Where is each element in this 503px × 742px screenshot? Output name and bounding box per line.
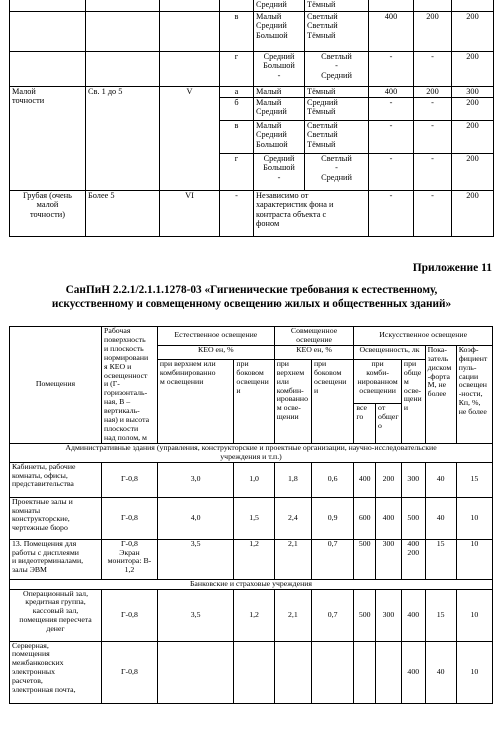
object-size: Св. 1 до 5	[86, 87, 160, 191]
header-discomfort: Пока- затель диском -форта М, не более	[425, 345, 456, 443]
header-from-general: от общег о	[376, 403, 402, 443]
work-class: VI	[160, 191, 220, 237]
header-natural-top: при верхнем или комбинированно м освещении	[157, 359, 234, 443]
table-row: Грубая (очень малой точности) Более 5 VI - Независимо от характеристик фона и контраста объекта с фоном - - 200	[10, 191, 494, 237]
header-surface: Рабочая поверхность и плоскость нормировани я КЕО и освещенност и (Г- горизонталь- ная, В – вертикаль- ная) и высота плоскости над полом, м	[102, 327, 158, 444]
header-keo-natural: КЕО ен, %	[157, 345, 274, 359]
header-natural-side: при боковом освещени и	[234, 359, 274, 443]
header-total: все го	[354, 403, 376, 443]
table-row: г Средний Большой - Светлый - Средний - - 200	[10, 52, 494, 87]
table-row: Серверная, помещения межбанковских электронных расчетов, электронная почта, Г-0,8 400 40 10	[10, 641, 493, 703]
precision-category: Малой точности	[10, 87, 86, 191]
appendix-label: Приложение 11	[412, 262, 492, 274]
document-title-line-1: СанПиН 2.2.1/2.1.1.1278-03 «Гигиенические требования к естественному,	[65, 284, 438, 296]
section-admin-buildings: Административные здания (управления, конструкторские и проектные организации, научно-исследовательские учреждения и т.п.)	[10, 443, 493, 462]
object-size: Более 5	[86, 191, 160, 237]
work-class: V	[160, 87, 220, 191]
header-natural-lighting: Естественное освещение	[157, 327, 274, 346]
section-banks: Банковские и страховые учреждения	[10, 579, 493, 589]
lighting-norms-table-continuation	[9, 0, 494, 237]
document-title	[0, 284, 503, 311]
header-rooms: Помещения	[10, 327, 102, 444]
table-row: б Малый Средний Средний Тёмный - - 200	[10, 98, 494, 121]
document-title-line-2: искусственному и совмещенному освещению жилых и общественных зданий»	[51, 297, 452, 310]
header-illuminance: Освещенность, лк	[354, 345, 425, 359]
table-row: Малой точности Св. 1 до 5 V а Малый Тёмный 400 200 300	[10, 87, 494, 98]
table-row: 13. Помещения для работы с дисплеями и видеотерминалами, залы ЭВМ Г-0,8 Экран монитора: В- 1,2 3,5 1,2 2,1 0,7 500 300 400 200 15 10	[10, 539, 493, 579]
precision-category: Грубая (очень малой точности)	[10, 191, 86, 237]
header-artificial-lighting: Искусственное освещение	[354, 327, 493, 346]
sanpin-lighting-table	[9, 326, 493, 704]
section-row	[10, 443, 493, 462]
section-row	[10, 579, 493, 589]
header-combo-lighting: при комби- нированном освещении	[354, 359, 402, 403]
header-row	[10, 327, 493, 346]
table-row: г Средний Большой - Светлый - Средний - - 200	[10, 154, 494, 191]
header-combined-lighting: Совмещенное освещение	[274, 327, 354, 346]
header-combined-side: при боковом освещени и	[311, 359, 353, 443]
table-row: в Малый Средний Большой Светлый Светлый Тёмный - - 200	[10, 121, 494, 154]
header-pulsation: Коэф- фициент пуль- сации освещен -ности, Кп, %, не более	[456, 345, 492, 443]
header-keo-combined: КЕО ен, %	[274, 345, 354, 359]
table-row: Проектные залы и комнаты конструкторские, чертежные бюро Г-0,8 4,0 1,5 2,4 0,9 600 400 500 40 10	[10, 497, 493, 539]
table-row: Операционный зал, кредитная группа, кассовый зал, помещения пересчета денег Г-0,8 3,5 1,2 2,1 0,7 500 300 400 15 10	[10, 589, 493, 641]
table-row: Средний Тёмный	[10, 0, 494, 12]
table-row: в Малый Средний Большой Светлый Светлый Тёмный 400 200 200	[10, 12, 494, 52]
header-general-lighting: при обще м осве- щени и	[401, 359, 425, 443]
table-row: Кабинеты, рабочие комнаты, офисы, представительства Г-0,8 3,0 1,0 1,8 0,6 400 200 300 40 15	[10, 462, 493, 497]
header-combined-top: при верхнем или комбин- ированно м осве- щении	[274, 359, 311, 443]
